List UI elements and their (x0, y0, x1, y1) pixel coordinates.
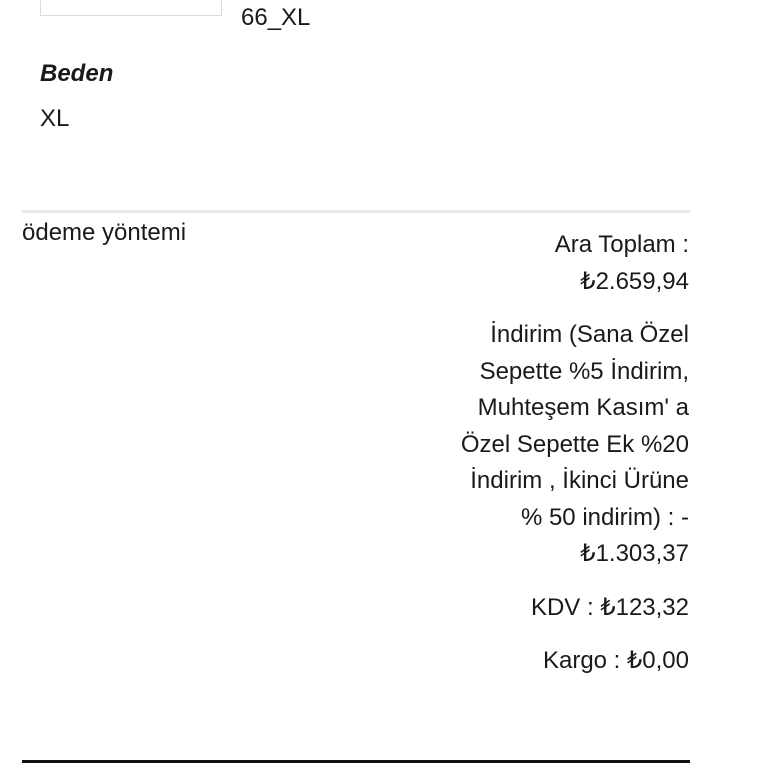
discount-row: İndirim (Sana Özel Sepette %5 İndirim, Muhteşem Kasım' a Özel Sepette Ek %20 İndirim , İkinci Ürüne % 50 indirim) : -₺1.303,37 (460, 321, 689, 567)
product-thumbnail (40, 0, 222, 16)
section-divider (22, 210, 690, 213)
subtotal-row: Ara Toplam : ₺2.659,94 (554, 231, 689, 295)
order-totals (459, 227, 689, 697)
size-label: Beden (40, 60, 114, 87)
totals-divider (22, 760, 690, 763)
payment-method-label: ödeme yöntemi (22, 219, 187, 246)
shipping-row: Kargo : ₺0,00 (542, 647, 689, 674)
product-variant-code: 66_XL (241, 4, 311, 31)
size-value: XL (40, 105, 70, 132)
tax-row: KDV : ₺123,32 (530, 593, 689, 621)
